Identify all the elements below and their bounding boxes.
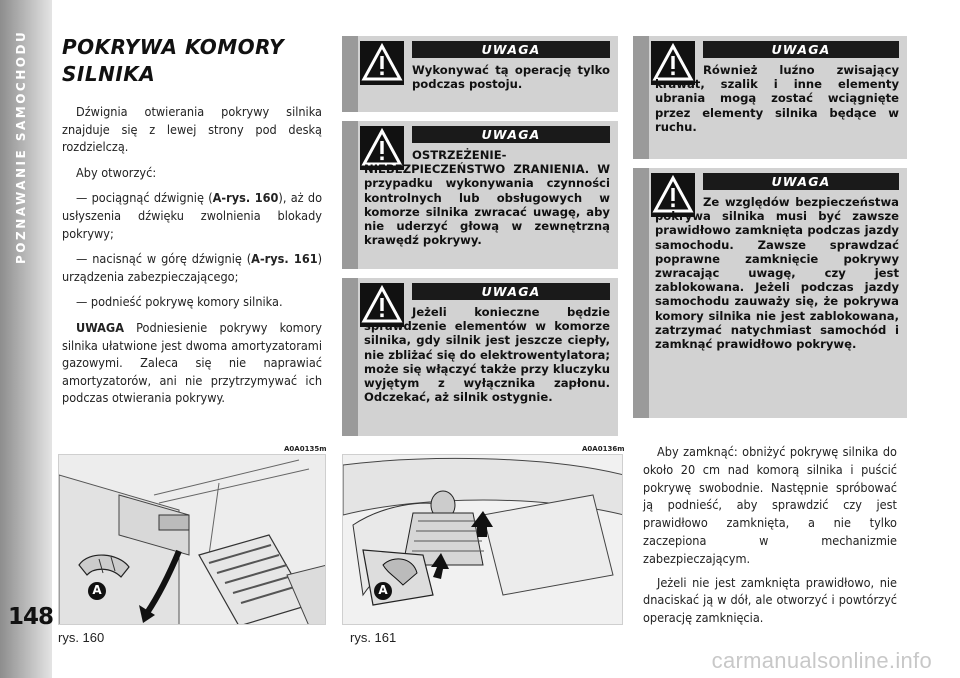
hood-lever-illustration	[59, 455, 326, 625]
warning-box	[342, 121, 618, 269]
warning-text: Jeżeli konieczne będzie sprawdzenie elementów w komorze silnika, gdy silnik jest jeszcze ciepły, nie zbliżać się do elektrowentylatora; może się włączyć także przy kluczyku wyjętym z wyłącznika zapłonu. Odczekać, aż silnik ostygnie.	[364, 305, 610, 405]
figure-hood-lever	[58, 454, 326, 625]
warning-label: UWAGA	[412, 126, 610, 143]
warning-box	[633, 36, 907, 159]
paragraph: — podnieść pokrywę komory silnika.	[76, 294, 283, 310]
paragraph: — nacisnąć w górę dźwignię (A-rys. 161) urządzenia zabezpieczającego;	[62, 251, 323, 284]
marker-a: A	[92, 583, 102, 597]
warning-label: UWAGA	[703, 41, 899, 58]
marker-a: A	[378, 583, 388, 597]
paragraph: Aby zamknąć: obniżyć pokrywę silnika do około 20 cm nad komorą silnika i puścić pokrywę swobodnie. Następnie spróbować ją podnieść, aby sprawdzić czy jest prawidłowo zamknięta, a nie tylko zaczepiona w mechanizmie zabezpieczającym.	[643, 444, 897, 566]
warning-label: UWAGA	[412, 283, 610, 300]
paragraph: — pociągnąć dźwignię (A-rys. 160), aż do usłyszenia dźwięku zwolnienia blokady pokrywy;	[62, 190, 323, 241]
warning-box	[342, 36, 618, 112]
figure-caption: rys. 160	[58, 630, 105, 645]
warning-text: Ze względów bezpieczeństwa pokrywa silnika musi być zawsze prawidłowo zamknięta podczas jazdy samochodu. Zawsze sprawdzać poprawne zamknięcie pokrywy zwracając uwagę, czy jest zablokowana. Jeżeli podczas jazdy samochodu zauważy się, że pokrywa komory silnika nie jest zablokowana, zatrzymać natychmiast samochód i zamknąć prawidłowo pokrywę.	[655, 195, 899, 352]
warning-label: UWAGA	[703, 173, 899, 190]
note-label: UWAGA	[76, 319, 124, 335]
figure-caption: rys. 161	[350, 630, 397, 645]
warning-label: UWAGA	[412, 41, 610, 58]
closing-text	[643, 443, 897, 633]
figure-ref: A-rys. 160	[212, 190, 279, 206]
warning-box	[342, 278, 618, 436]
paragraph: Aby otworzyć:	[76, 164, 157, 180]
warning-text: Również luźno zwisający krawat, szalik i inne elementy ubrania mogą zostać wciągnięte przez elementy silnika będące w ruchu.	[655, 63, 899, 134]
paragraph: Dźwignia otwierania pokrywy silnika znajduje się z lewej strony pod deską rozdzielczą.	[62, 104, 322, 155]
figure-safety-catch	[342, 454, 623, 625]
figure-code: A0A0136m	[582, 445, 625, 453]
paragraph: UWAGA Podniesienie pokrywy komory silnika ułatwione jest dwoma amortyzatorami gazowymi. Zaleca się nie naprawiać amortyzatorów, ani nie przytrzymywać ich podczas otwierania pokrywy.	[62, 319, 322, 406]
safety-catch-illustration	[343, 455, 623, 625]
warning-text: OSTRZEŻENIE-NIEBEZPIECZEŃSTWO ZRANIENIA. W przypadku wykonywania czynności kontrolnych lub obsługowych w komorze silnika zwracać uwagę, aby nie uderzyć głową w zewnętrzną krawędź pokrywy.	[364, 148, 610, 248]
intro-text	[62, 103, 322, 415]
page-number: 148	[8, 604, 54, 630]
warning-text: Wykonywać tą operację tylko podczas postoju.	[412, 63, 610, 92]
figure-ref: A-rys. 161	[251, 251, 318, 267]
watermark: carmanualsonline.info	[711, 648, 932, 673]
chapter-title: POZNAWANIE SAMOCHODU	[14, 30, 28, 265]
figure-code: A0A0135m	[284, 445, 327, 453]
paragraph: Jeżeli nie jest zamknięta prawidłowo, nie dnaciskać ją w dół, ale otworzyć i powtórzyć operację zamknięcia.	[643, 574, 897, 626]
section-title: POKRYWA KOMORY SILNIKA	[62, 35, 285, 86]
warning-triangle-icon	[360, 41, 404, 85]
warning-box	[633, 168, 907, 418]
